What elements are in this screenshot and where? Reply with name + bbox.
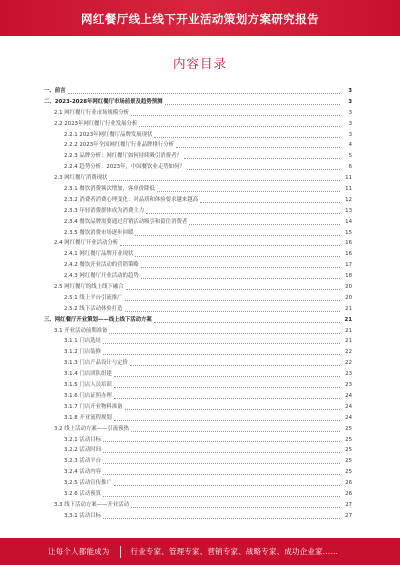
toc-entry[interactable] (44, 162, 352, 173)
toc-dot-leader (141, 278, 340, 279)
toc-entry-title: 3.1.4 门店团队组建 (64, 371, 112, 378)
toc-page-number: 3 (348, 88, 352, 94)
toc-entry-title: 3.1.8 开业流程规划 (64, 414, 112, 421)
footer-slogan: 让每个人都能成为 (48, 547, 110, 556)
toc-entry-title: 2.3.3 年轻消费群体成为消费主力 (64, 207, 145, 214)
toc-entry[interactable] (44, 238, 352, 249)
toc-entry-title: 2.2.3 品牌分析：网红餐厅如何持续吸引消费者？ (64, 153, 182, 160)
toc-page-number: 24 (345, 414, 352, 421)
toc-entry-title: 2.3.2 消费者消费心理变化：对品质和体验要求越来越高 (64, 196, 199, 203)
toc-entry[interactable] (44, 358, 352, 369)
footer-divider (120, 546, 121, 558)
toc-dot-leader (109, 333, 340, 334)
toc-entry[interactable] (44, 217, 352, 228)
toc-page-number: 14 (345, 218, 352, 225)
toc-page-number: 17 (345, 262, 352, 269)
toc-entry[interactable] (44, 326, 352, 337)
toc-entry-title: 3.1 开业活动前期准备 (54, 327, 108, 334)
toc-dot-leader (126, 289, 340, 290)
toc-entry[interactable] (44, 119, 352, 130)
toc-dot-leader (114, 420, 340, 421)
toc-dot-leader (165, 104, 341, 105)
toc-entry[interactable] (44, 282, 352, 293)
toc-page-number: 21 (345, 327, 352, 334)
toc-page-number: 3 (348, 131, 352, 138)
toc-entry[interactable] (44, 500, 352, 511)
toc-page-number: 25 (345, 447, 352, 454)
toc-dot-leader (114, 398, 340, 399)
toc-page-number: 21 (345, 305, 352, 312)
toc-entry[interactable] (44, 151, 352, 162)
toc-entry-title: 3.2.6 活动预算 (64, 490, 101, 497)
toc-dot-leader (103, 441, 340, 442)
toc-entry[interactable] (44, 369, 352, 380)
toc-dot-leader (139, 126, 340, 127)
toc-dot-leader (103, 463, 340, 464)
toc-page-number: 21 (345, 338, 352, 345)
toc-dot-leader (114, 387, 340, 388)
toc-page-number: 11 (345, 186, 352, 193)
toc-entry-title: 3.1.3 门店产品设计与定价 (64, 360, 128, 367)
toc-entry[interactable] (44, 413, 352, 424)
toc-entry-title: 3.3.1 活动目标 (64, 512, 101, 519)
toc-page-number: 15 (345, 229, 352, 236)
toc-page-number: 22 (345, 349, 352, 356)
toc-page-number: 16 (345, 240, 352, 247)
toc-page-number: 27 (345, 512, 352, 519)
toc-entry[interactable] (44, 293, 352, 304)
toc-entry[interactable] (44, 467, 352, 478)
toc-page-number: 16 (345, 251, 352, 258)
toc-page-number: 3 (348, 120, 352, 127)
toc-dot-leader (130, 365, 340, 366)
toc-dot-leader (125, 409, 340, 410)
toc-page-number: 13 (345, 207, 352, 214)
toc-entry-title: 三、网红餐厅开业策划——线上线下活动方案 (44, 316, 152, 323)
toc-page-number: 6 (348, 164, 352, 171)
toc-page-number: 3 (348, 98, 352, 105)
toc-entry-title: 2.1 网红餐厅行业市场规模分析 (54, 109, 129, 116)
toc-entry[interactable] (44, 478, 352, 489)
toc-entry[interactable] (44, 260, 352, 271)
toc-page-number: 18 (345, 273, 352, 280)
toc-page-number: 25 (345, 469, 352, 476)
toc-entry-title: 2.5 网红餐厅的线上线下融合 (54, 284, 124, 291)
toc-dot-leader (141, 267, 340, 268)
toc-entry[interactable] (44, 511, 352, 522)
toc-dot-leader (103, 518, 340, 519)
toc-entry-title: 2.4 网红餐厅开业活动分析 (54, 240, 119, 247)
toc-dot-leader (114, 376, 340, 377)
toc-dot-leader (103, 496, 340, 497)
toc-entry-title: 3.1.2 门店装修 (64, 349, 101, 356)
toc-entry[interactable] (44, 97, 352, 108)
toc-entry[interactable] (44, 424, 352, 435)
toc-dot-leader (125, 311, 340, 312)
toc-page-number: 22 (345, 360, 352, 367)
toc-dot-leader (135, 256, 340, 257)
toc-entry[interactable] (44, 86, 352, 97)
toc-dot-leader (135, 235, 340, 236)
toc-entry-title: 2.3.1 餐饮消费频次增加，客单价降低 (64, 186, 155, 193)
toc-page-number: 23 (345, 371, 352, 378)
toc-page-number: 12 (345, 196, 352, 203)
toc-entry[interactable] (44, 195, 352, 206)
toc-dot-leader (187, 169, 340, 170)
toc-dot-leader (184, 158, 340, 159)
toc-entry-title: 2.2 2023年网红餐厅行业发展分析 (54, 120, 138, 127)
footer-audiences: 行业专家、管理专家、营销专家、战略专家、成功企业家…… (130, 547, 339, 556)
toc-entry-title: 二、2023-2028年网红餐厅市场前景及趋势预测 (44, 98, 163, 105)
toc-dot-leader (176, 147, 340, 148)
toc-entry-title: 3.2.1 活动目标 (64, 436, 101, 443)
toc-entry-title: 3.1.7 门店开业物料准备 (64, 403, 123, 410)
toc-dot-leader (154, 137, 340, 138)
toc-dot-leader (109, 180, 340, 181)
toc-dot-leader (120, 245, 340, 246)
toc-dot-leader (125, 300, 340, 301)
toc-dot-leader (103, 354, 340, 355)
toc-page-number: 25 (345, 425, 352, 432)
toc-entry[interactable] (44, 228, 352, 239)
toc-entry-title: 3.2 线上活动方案——引流预热 (54, 425, 129, 432)
toc-entry[interactable] (44, 380, 352, 391)
toc-page-number: 3 (348, 109, 352, 116)
toc-entry[interactable] (44, 206, 352, 217)
toc-dot-leader (114, 485, 340, 486)
toc-entry[interactable] (44, 456, 352, 467)
toc-entry[interactable] (44, 391, 352, 402)
toc-entry[interactable] (44, 271, 352, 282)
toc-page-number: 24 (345, 403, 352, 410)
toc-entry[interactable] (44, 435, 352, 446)
toc-entry-title: 2.2.4 趋势分析：2023年，中国餐饮业走势如何？ (64, 164, 185, 171)
toc-entry-title: 3.2.5 活动宣传推广 (64, 480, 112, 487)
toc-entry-title: 2.2.1 2023年网红餐厅品牌发展现状 (64, 131, 153, 138)
toc-entry-title: 2.2.2 2023年全国网红餐厅行业品牌排行分析 (64, 142, 175, 149)
toc-entry[interactable] (44, 249, 352, 260)
toc-entry-title: 3.1.1 门店选址 (64, 338, 101, 345)
toc-page-number: 4 (348, 142, 352, 149)
toc-entry[interactable] (44, 445, 352, 456)
toc-dot-leader (103, 343, 340, 344)
toc-entry-title: 2.4.1 网红餐厅品牌开业现状 (64, 251, 134, 258)
toc-entry-title: 2.3.4 餐饮品牌需要通过营销活动吸引和留住消费者 (64, 218, 188, 225)
table-of-contents (44, 86, 352, 530)
toc-dot-leader (154, 322, 340, 323)
toc-entry[interactable] (44, 140, 352, 151)
toc-dot-leader (103, 474, 340, 475)
toc-dot-leader (131, 431, 340, 432)
toc-entry-title: 一、前言 (44, 88, 66, 94)
toc-dot-leader (68, 93, 340, 94)
toc-page-number: 26 (345, 480, 352, 487)
toc-entry[interactable] (44, 173, 352, 184)
toc-dot-leader (200, 202, 340, 203)
toc-entry[interactable] (44, 315, 352, 326)
toc-dot-leader (131, 507, 340, 508)
toc-entry-title: 3.3 线下活动方案——开业活动 (54, 501, 129, 508)
toc-entry[interactable] (44, 304, 352, 315)
toc-entry-title: 2.4.3 网红餐厅开业活动的趋势 (64, 273, 139, 280)
toc-entry[interactable] (44, 130, 352, 141)
toc-page-number: 25 (345, 436, 352, 443)
toc-entry-title: 2.3 网红餐厅消费现状 (54, 175, 108, 182)
toc-entry[interactable] (44, 108, 352, 119)
toc-dot-leader (131, 115, 340, 116)
toc-entry-title: 3.2.3 活动平台 (64, 458, 101, 465)
toc-entry[interactable] (44, 347, 352, 358)
toc-page-number: 24 (345, 392, 352, 399)
toc-entry-title: 3.1.5 门店人员培训 (64, 382, 112, 389)
toc-page-number: 23 (345, 382, 352, 389)
toc-page-number: 27 (345, 501, 352, 508)
toc-page-number: 26 (345, 490, 352, 497)
toc-page-number: 25 (345, 458, 352, 465)
toc-entry[interactable] (44, 402, 352, 413)
toc-entry-title: 3.1.6 门店证照办理 (64, 392, 112, 399)
toc-heading: 内容目录 (172, 56, 227, 71)
toc-entry[interactable] (44, 184, 352, 195)
toc-dot-leader (146, 213, 340, 214)
toc-entry-title: 2.3.5 餐饮消费市场逐步回暖 (64, 229, 134, 236)
toc-page-number: 11 (345, 175, 352, 182)
document-title: 网红餐厅线上线下开业活动策划方案研究报告 (81, 12, 319, 26)
toc-entry-title: 2.5.1 线上平台引流推广 (64, 294, 123, 301)
toc-page-number: 20 (345, 284, 352, 291)
toc-dot-leader (157, 191, 340, 192)
toc-page-number: 21 (344, 316, 352, 323)
toc-entry-title: 2.4.2 餐饮开业活动的营销策略 (64, 262, 139, 269)
toc-entry-title: 3.2.2 活动时间 (64, 447, 101, 454)
toc-entry[interactable] (44, 336, 352, 347)
toc-dot-leader (189, 224, 340, 225)
toc-dot-leader (103, 452, 340, 453)
toc-entry[interactable] (44, 489, 352, 500)
toc-page-number: 5 (348, 153, 352, 160)
toc-entry-title: 3.2.4 活动内容 (64, 469, 101, 476)
toc-page-number: 20 (345, 294, 352, 301)
footer-band (0, 538, 400, 565)
toc-entry-title: 2.5.2 线下活动体验打造 (64, 305, 123, 312)
